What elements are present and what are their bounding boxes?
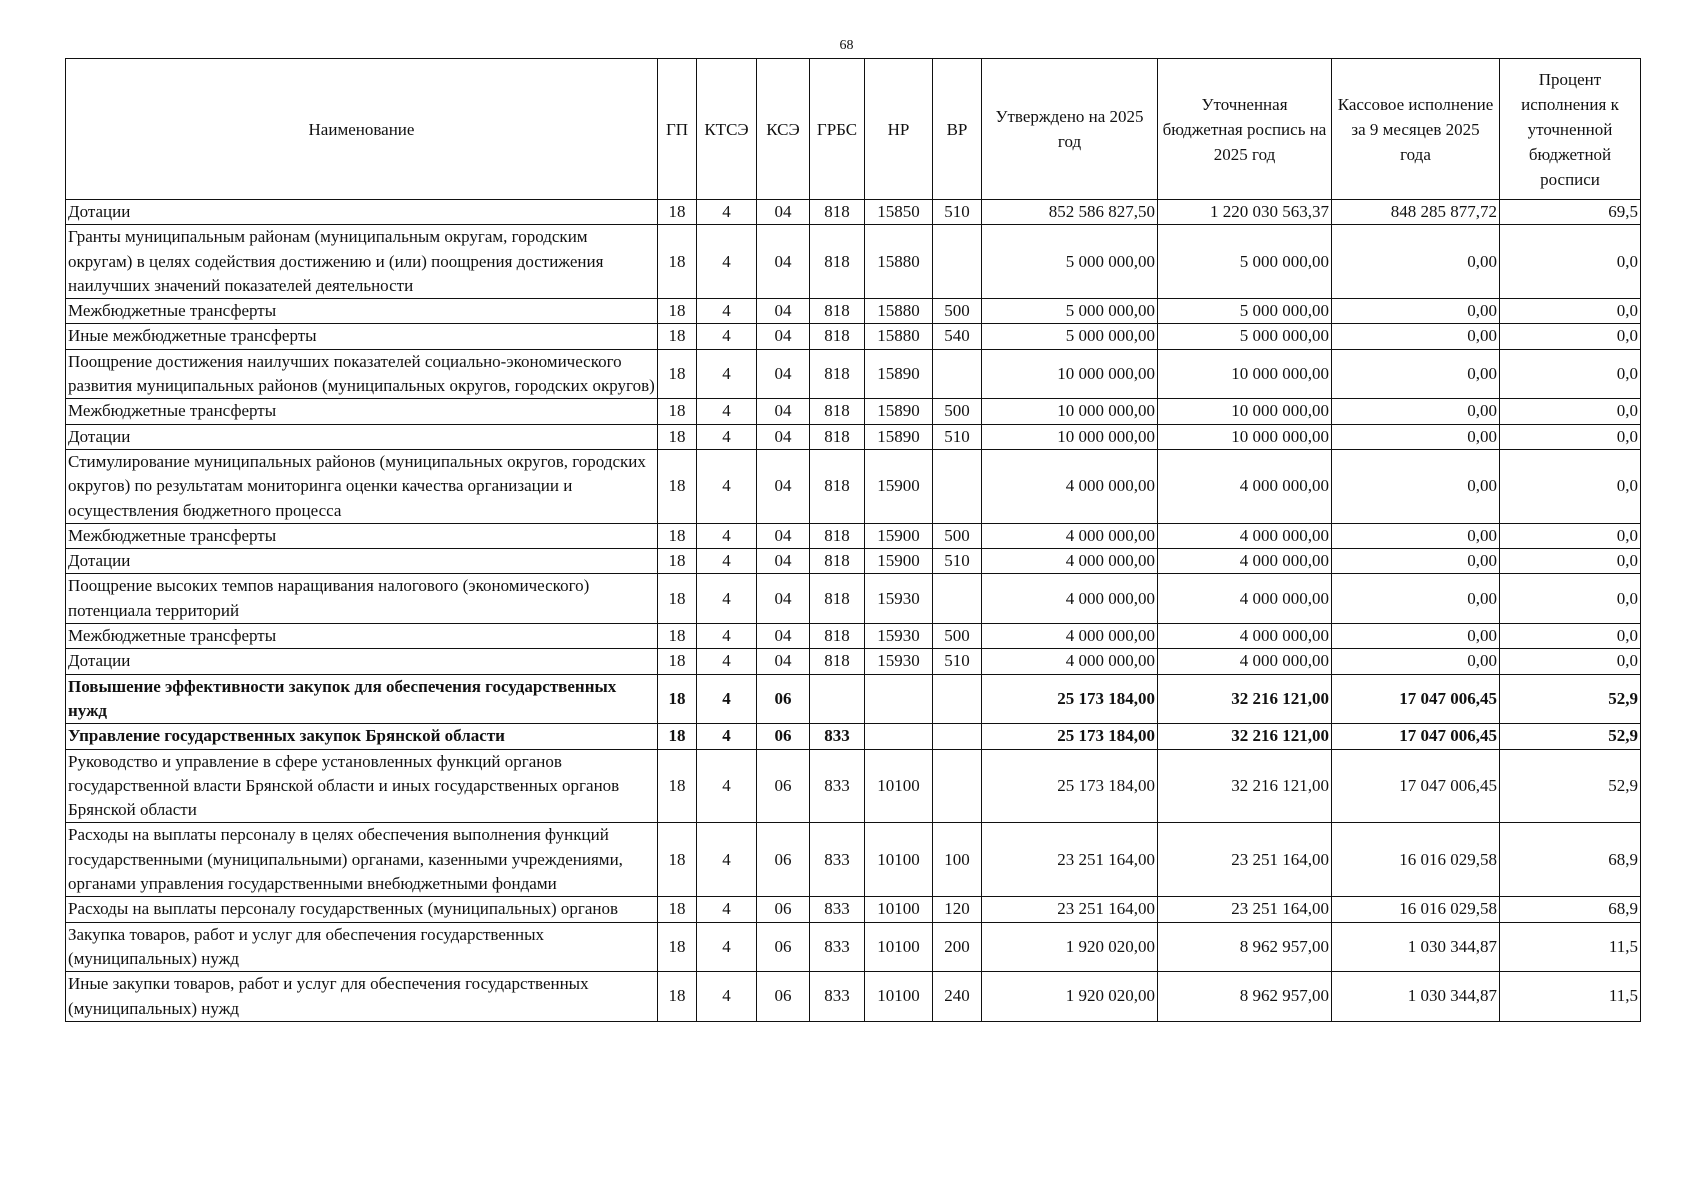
cell-name: Повышение эффективности закупок для обеспечения государственных нужд bbox=[66, 674, 658, 724]
cell-ktse: 4 bbox=[697, 972, 757, 1022]
cell-ktse: 4 bbox=[697, 399, 757, 424]
table-row bbox=[66, 225, 1641, 299]
cell-name: Расходы на выплаты персоналу государственных (муниципальных) органов bbox=[66, 897, 658, 922]
cell-vr: 100 bbox=[933, 823, 982, 897]
cell-ktse: 4 bbox=[697, 749, 757, 823]
cell-vr: 120 bbox=[933, 897, 982, 922]
cell-grbs: 818 bbox=[810, 549, 865, 574]
cell-nr bbox=[865, 674, 933, 724]
cell-refined: 8 962 957,00 bbox=[1158, 972, 1332, 1022]
cell-refined: 1 220 030 563,37 bbox=[1158, 200, 1332, 225]
cell-vr: 200 bbox=[933, 922, 982, 972]
header-grbs: ГРБС bbox=[810, 59, 865, 200]
cell-cash: 0,00 bbox=[1332, 299, 1500, 324]
cell-ktse: 4 bbox=[697, 823, 757, 897]
cell-ktse: 4 bbox=[697, 649, 757, 674]
table-row bbox=[66, 624, 1641, 649]
cell-ktse: 4 bbox=[697, 324, 757, 349]
cell-refined: 10 000 000,00 bbox=[1158, 399, 1332, 424]
cell-kse: 06 bbox=[757, 897, 810, 922]
cell-name: Управление государственных закупок Брянской области bbox=[66, 724, 658, 749]
header-approved: Утверждено на 2025 год bbox=[982, 59, 1158, 200]
cell-kse: 04 bbox=[757, 649, 810, 674]
cell-approved: 23 251 164,00 bbox=[982, 897, 1158, 922]
cell-cash: 16 016 029,58 bbox=[1332, 823, 1500, 897]
cell-name: Дотации bbox=[66, 200, 658, 225]
cell-approved: 852 586 827,50 bbox=[982, 200, 1158, 225]
cell-percent: 68,9 bbox=[1500, 897, 1641, 922]
cell-grbs: 818 bbox=[810, 624, 865, 649]
header-name: Наименование bbox=[66, 59, 658, 200]
cell-gp: 18 bbox=[658, 749, 697, 823]
table-row bbox=[66, 200, 1641, 225]
header-ktse: КТСЭ bbox=[697, 59, 757, 200]
cell-name: Межбюджетные трансферты bbox=[66, 624, 658, 649]
cell-name: Дотации bbox=[66, 649, 658, 674]
cell-ktse: 4 bbox=[697, 574, 757, 624]
cell-nr: 10100 bbox=[865, 972, 933, 1022]
cell-ktse: 4 bbox=[697, 523, 757, 548]
cell-vr: 500 bbox=[933, 624, 982, 649]
cell-refined: 10 000 000,00 bbox=[1158, 424, 1332, 449]
cell-gp: 18 bbox=[658, 972, 697, 1022]
cell-kse: 04 bbox=[757, 299, 810, 324]
cell-percent: 68,9 bbox=[1500, 823, 1641, 897]
cell-percent: 0,0 bbox=[1500, 399, 1641, 424]
cell-gp: 18 bbox=[658, 922, 697, 972]
cell-refined: 5 000 000,00 bbox=[1158, 324, 1332, 349]
cell-cash: 848 285 877,72 bbox=[1332, 200, 1500, 225]
cell-percent: 0,0 bbox=[1500, 225, 1641, 299]
table-row bbox=[66, 549, 1641, 574]
cell-cash: 0,00 bbox=[1332, 624, 1500, 649]
cell-percent: 0,0 bbox=[1500, 299, 1641, 324]
cell-ktse: 4 bbox=[697, 549, 757, 574]
cell-approved: 5 000 000,00 bbox=[982, 225, 1158, 299]
cell-grbs: 818 bbox=[810, 649, 865, 674]
cell-percent: 69,5 bbox=[1500, 200, 1641, 225]
cell-nr: 15900 bbox=[865, 449, 933, 523]
header-refined: Уточненная бюджетная роспись на 2025 год bbox=[1158, 59, 1332, 200]
cell-name: Межбюджетные трансферты bbox=[66, 399, 658, 424]
table-row bbox=[66, 674, 1641, 724]
cell-approved: 25 173 184,00 bbox=[982, 749, 1158, 823]
cell-gp: 18 bbox=[658, 299, 697, 324]
cell-percent: 0,0 bbox=[1500, 349, 1641, 399]
cell-cash: 17 047 006,45 bbox=[1332, 674, 1500, 724]
cell-gp: 18 bbox=[658, 674, 697, 724]
cell-gp: 18 bbox=[658, 549, 697, 574]
cell-ktse: 4 bbox=[697, 200, 757, 225]
cell-grbs: 818 bbox=[810, 349, 865, 399]
table-row bbox=[66, 897, 1641, 922]
cell-grbs: 818 bbox=[810, 449, 865, 523]
cell-kse: 04 bbox=[757, 624, 810, 649]
cell-refined: 5 000 000,00 bbox=[1158, 299, 1332, 324]
cell-percent: 0,0 bbox=[1500, 523, 1641, 548]
cell-name: Закупка товаров, работ и услуг для обеспечения государственных (муниципальных) нужд bbox=[66, 922, 658, 972]
cell-approved: 10 000 000,00 bbox=[982, 349, 1158, 399]
cell-name: Поощрение высоких темпов наращивания налогового (экономического) потенциала территорий bbox=[66, 574, 658, 624]
cell-name: Поощрение достижения наилучших показателей социально-экономического развития муниципальных районов (муниципальных округов, городских округов) bbox=[66, 349, 658, 399]
cell-ktse: 4 bbox=[697, 922, 757, 972]
table-row bbox=[66, 724, 1641, 749]
cell-kse: 04 bbox=[757, 349, 810, 399]
cell-vr: 240 bbox=[933, 972, 982, 1022]
table-row bbox=[66, 574, 1641, 624]
table-row bbox=[66, 399, 1641, 424]
cell-refined: 4 000 000,00 bbox=[1158, 649, 1332, 674]
cell-cash: 0,00 bbox=[1332, 225, 1500, 299]
cell-cash: 0,00 bbox=[1332, 424, 1500, 449]
cell-vr bbox=[933, 749, 982, 823]
cell-gp: 18 bbox=[658, 225, 697, 299]
cell-name: Межбюджетные трансферты bbox=[66, 523, 658, 548]
cell-approved: 10 000 000,00 bbox=[982, 424, 1158, 449]
cell-gp: 18 bbox=[658, 424, 697, 449]
table-row bbox=[66, 749, 1641, 823]
cell-percent: 11,5 bbox=[1500, 972, 1641, 1022]
cell-vr bbox=[933, 225, 982, 299]
cell-approved: 4 000 000,00 bbox=[982, 523, 1158, 548]
cell-gp: 18 bbox=[658, 649, 697, 674]
cell-kse: 06 bbox=[757, 823, 810, 897]
cell-kse: 04 bbox=[757, 424, 810, 449]
cell-grbs: 833 bbox=[810, 972, 865, 1022]
cell-percent: 52,9 bbox=[1500, 724, 1641, 749]
header-row bbox=[66, 59, 1641, 200]
cell-vr bbox=[933, 349, 982, 399]
cell-nr: 15900 bbox=[865, 523, 933, 548]
cell-percent: 0,0 bbox=[1500, 324, 1641, 349]
cell-refined: 23 251 164,00 bbox=[1158, 897, 1332, 922]
cell-nr: 15890 bbox=[865, 399, 933, 424]
cell-approved: 25 173 184,00 bbox=[982, 674, 1158, 724]
cell-ktse: 4 bbox=[697, 724, 757, 749]
cell-vr: 500 bbox=[933, 523, 982, 548]
cell-refined: 32 216 121,00 bbox=[1158, 674, 1332, 724]
header-percent: Процент исполнения к уточненной бюджетной росписи bbox=[1500, 59, 1641, 200]
cell-gp: 18 bbox=[658, 349, 697, 399]
cell-grbs bbox=[810, 674, 865, 724]
cell-name: Межбюджетные трансферты bbox=[66, 299, 658, 324]
cell-gp: 18 bbox=[658, 574, 697, 624]
cell-cash: 1 030 344,87 bbox=[1332, 972, 1500, 1022]
cell-ktse: 4 bbox=[697, 424, 757, 449]
cell-nr: 15930 bbox=[865, 624, 933, 649]
cell-approved: 4 000 000,00 bbox=[982, 649, 1158, 674]
cell-approved: 4 000 000,00 bbox=[982, 549, 1158, 574]
table-row bbox=[66, 424, 1641, 449]
cell-cash: 0,00 bbox=[1332, 549, 1500, 574]
cell-kse: 06 bbox=[757, 922, 810, 972]
cell-percent: 52,9 bbox=[1500, 749, 1641, 823]
table-row bbox=[66, 299, 1641, 324]
cell-refined: 4 000 000,00 bbox=[1158, 624, 1332, 649]
table-row bbox=[66, 649, 1641, 674]
cell-cash: 17 047 006,45 bbox=[1332, 724, 1500, 749]
cell-cash: 17 047 006,45 bbox=[1332, 749, 1500, 823]
cell-kse: 04 bbox=[757, 523, 810, 548]
cell-approved: 10 000 000,00 bbox=[982, 399, 1158, 424]
cell-refined: 32 216 121,00 bbox=[1158, 724, 1332, 749]
cell-nr: 15900 bbox=[865, 549, 933, 574]
cell-name: Иные межбюджетные трансферты bbox=[66, 324, 658, 349]
cell-gp: 18 bbox=[658, 523, 697, 548]
cell-cash: 0,00 bbox=[1332, 349, 1500, 399]
cell-nr: 15880 bbox=[865, 324, 933, 349]
cell-approved: 23 251 164,00 bbox=[982, 823, 1158, 897]
cell-approved: 4 000 000,00 bbox=[982, 449, 1158, 523]
table-row bbox=[66, 922, 1641, 972]
cell-nr: 15890 bbox=[865, 424, 933, 449]
cell-gp: 18 bbox=[658, 200, 697, 225]
cell-nr: 10100 bbox=[865, 823, 933, 897]
cell-nr bbox=[865, 724, 933, 749]
table-row bbox=[66, 449, 1641, 523]
cell-grbs: 818 bbox=[810, 225, 865, 299]
cell-vr bbox=[933, 449, 982, 523]
cell-nr: 15880 bbox=[865, 225, 933, 299]
header-nr: НР bbox=[865, 59, 933, 200]
cell-cash: 1 030 344,87 bbox=[1332, 922, 1500, 972]
cell-refined: 5 000 000,00 bbox=[1158, 225, 1332, 299]
cell-vr: 510 bbox=[933, 649, 982, 674]
cell-nr: 15930 bbox=[865, 649, 933, 674]
cell-refined: 10 000 000,00 bbox=[1158, 349, 1332, 399]
cell-grbs: 818 bbox=[810, 523, 865, 548]
cell-name: Руководство и управление в сфере установленных функций органов государственной власти Брянской области и иных государственных органов Брянской области bbox=[66, 749, 658, 823]
cell-vr bbox=[933, 674, 982, 724]
cell-approved: 4 000 000,00 bbox=[982, 624, 1158, 649]
cell-gp: 18 bbox=[658, 724, 697, 749]
cell-vr: 510 bbox=[933, 424, 982, 449]
cell-percent: 0,0 bbox=[1500, 574, 1641, 624]
cell-kse: 06 bbox=[757, 749, 810, 823]
cell-name: Гранты муниципальным районам (муниципальным округам, городским округам) в целях содействия достижению и (или) поощрения достижения наилучших значений показателей деятельности bbox=[66, 225, 658, 299]
cell-cash: 0,00 bbox=[1332, 523, 1500, 548]
cell-kse: 06 bbox=[757, 972, 810, 1022]
cell-refined: 4 000 000,00 bbox=[1158, 449, 1332, 523]
cell-gp: 18 bbox=[658, 897, 697, 922]
cell-approved: 4 000 000,00 bbox=[982, 574, 1158, 624]
table-row bbox=[66, 324, 1641, 349]
cell-cash: 0,00 bbox=[1332, 449, 1500, 523]
cell-percent: 0,0 bbox=[1500, 449, 1641, 523]
cell-kse: 06 bbox=[757, 674, 810, 724]
cell-grbs: 818 bbox=[810, 299, 865, 324]
cell-gp: 18 bbox=[658, 823, 697, 897]
cell-ktse: 4 bbox=[697, 674, 757, 724]
cell-ktse: 4 bbox=[697, 349, 757, 399]
cell-approved: 1 920 020,00 bbox=[982, 922, 1158, 972]
cell-kse: 04 bbox=[757, 324, 810, 349]
cell-vr: 500 bbox=[933, 399, 982, 424]
cell-refined: 4 000 000,00 bbox=[1158, 523, 1332, 548]
cell-grbs: 818 bbox=[810, 324, 865, 349]
cell-vr: 510 bbox=[933, 549, 982, 574]
header-gp: ГП bbox=[658, 59, 697, 200]
table-row bbox=[66, 523, 1641, 548]
cell-grbs: 833 bbox=[810, 823, 865, 897]
cell-percent: 0,0 bbox=[1500, 649, 1641, 674]
cell-name: Дотации bbox=[66, 424, 658, 449]
cell-ktse: 4 bbox=[697, 449, 757, 523]
table-row bbox=[66, 823, 1641, 897]
cell-kse: 04 bbox=[757, 399, 810, 424]
cell-kse: 06 bbox=[757, 724, 810, 749]
cell-ktse: 4 bbox=[697, 299, 757, 324]
cell-ktse: 4 bbox=[697, 624, 757, 649]
table-body bbox=[66, 200, 1641, 1022]
cell-refined: 4 000 000,00 bbox=[1158, 549, 1332, 574]
cell-approved: 25 173 184,00 bbox=[982, 724, 1158, 749]
table-row bbox=[66, 972, 1641, 1022]
cell-gp: 18 bbox=[658, 399, 697, 424]
cell-cash: 0,00 bbox=[1332, 324, 1500, 349]
cell-refined: 4 000 000,00 bbox=[1158, 574, 1332, 624]
cell-ktse: 4 bbox=[697, 897, 757, 922]
cell-kse: 04 bbox=[757, 549, 810, 574]
page-number: 68 bbox=[839, 38, 854, 53]
cell-approved: 5 000 000,00 bbox=[982, 299, 1158, 324]
cell-nr: 15930 bbox=[865, 574, 933, 624]
header-kse: КСЭ bbox=[757, 59, 810, 200]
cell-grbs: 833 bbox=[810, 922, 865, 972]
cell-name: Иные закупки товаров, работ и услуг для обеспечения государственных (муниципальных) нужд bbox=[66, 972, 658, 1022]
cell-grbs: 833 bbox=[810, 749, 865, 823]
cell-nr: 10100 bbox=[865, 897, 933, 922]
cell-percent: 0,0 bbox=[1500, 424, 1641, 449]
cell-nr: 10100 bbox=[865, 922, 933, 972]
cell-refined: 23 251 164,00 bbox=[1158, 823, 1332, 897]
cell-vr: 540 bbox=[933, 324, 982, 349]
cell-refined: 32 216 121,00 bbox=[1158, 749, 1332, 823]
cell-approved: 1 920 020,00 bbox=[982, 972, 1158, 1022]
cell-cash: 0,00 bbox=[1332, 574, 1500, 624]
cell-kse: 04 bbox=[757, 200, 810, 225]
cell-grbs: 833 bbox=[810, 724, 865, 749]
cell-grbs: 833 bbox=[810, 897, 865, 922]
cell-percent: 0,0 bbox=[1500, 549, 1641, 574]
cell-percent: 11,5 bbox=[1500, 922, 1641, 972]
cell-cash: 16 016 029,58 bbox=[1332, 897, 1500, 922]
cell-percent: 0,0 bbox=[1500, 624, 1641, 649]
budget-table bbox=[65, 58, 1641, 1022]
cell-vr bbox=[933, 574, 982, 624]
cell-gp: 18 bbox=[658, 449, 697, 523]
cell-name: Дотации bbox=[66, 549, 658, 574]
cell-percent: 52,9 bbox=[1500, 674, 1641, 724]
cell-kse: 04 bbox=[757, 574, 810, 624]
cell-refined: 8 962 957,00 bbox=[1158, 922, 1332, 972]
cell-nr: 15880 bbox=[865, 299, 933, 324]
cell-grbs: 818 bbox=[810, 200, 865, 225]
cell-cash: 0,00 bbox=[1332, 399, 1500, 424]
cell-grbs: 818 bbox=[810, 399, 865, 424]
cell-gp: 18 bbox=[658, 624, 697, 649]
header-vr: ВР bbox=[933, 59, 982, 200]
cell-nr: 10100 bbox=[865, 749, 933, 823]
cell-kse: 04 bbox=[757, 449, 810, 523]
cell-kse: 04 bbox=[757, 225, 810, 299]
cell-grbs: 818 bbox=[810, 424, 865, 449]
cell-vr: 500 bbox=[933, 299, 982, 324]
cell-ktse: 4 bbox=[697, 225, 757, 299]
cell-vr bbox=[933, 724, 982, 749]
cell-gp: 18 bbox=[658, 324, 697, 349]
cell-name: Стимулирование муниципальных районов (муниципальных округов, городских округов) по результатам мониторинга оценки качества организации и осуществления бюджетного процесса bbox=[66, 449, 658, 523]
cell-name: Расходы на выплаты персоналу в целях обеспечения выполнения функций государственными (муниципальными) органами, казенными учреждениями, органами управления государственными внебюджетными фондами bbox=[66, 823, 658, 897]
table-row bbox=[66, 349, 1641, 399]
header-cash: Кассовое исполнение за 9 месяцев 2025 года bbox=[1332, 59, 1500, 200]
cell-cash: 0,00 bbox=[1332, 649, 1500, 674]
cell-vr: 510 bbox=[933, 200, 982, 225]
cell-nr: 15890 bbox=[865, 349, 933, 399]
cell-nr: 15850 bbox=[865, 200, 933, 225]
cell-grbs: 818 bbox=[810, 574, 865, 624]
cell-approved: 5 000 000,00 bbox=[982, 324, 1158, 349]
